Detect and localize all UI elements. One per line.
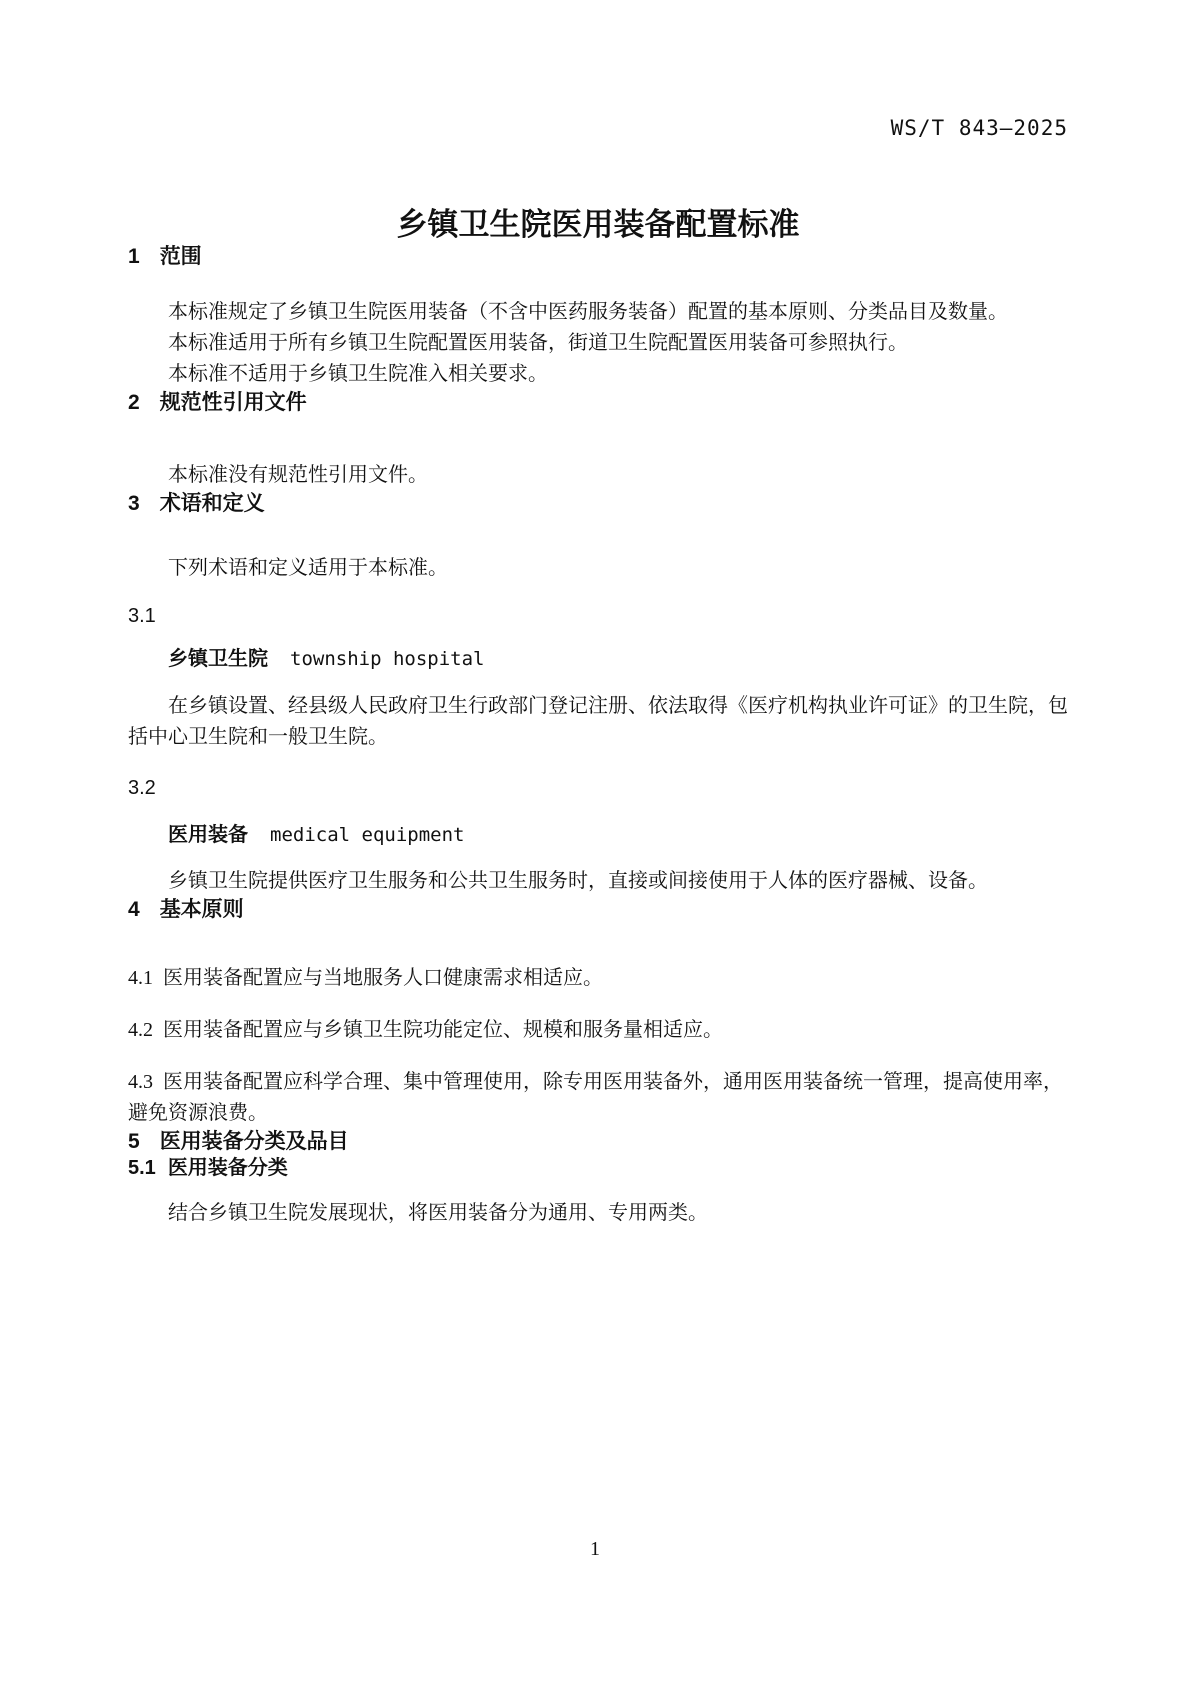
term-3-2-en: medical equipment: [270, 824, 465, 846]
clause-4-2-text: 医用装备配置应与乡镇卫生院功能定位、规模和服务量相适应。: [163, 1019, 723, 1041]
section-4-number: 4: [128, 898, 140, 921]
term-3-1-zh: 乡镇卫生院: [168, 648, 268, 670]
section-5-1-paragraph: 结合乡镇卫生院发展现状，将医用装备分为通用、专用两类。: [168, 1202, 708, 1224]
section-scope: [128, 244, 1068, 390]
doc-code: WS/T 843—2025: [890, 116, 1068, 140]
section-1-heading: [128, 244, 1068, 270]
clause-4-3-text: 医用装备配置应科学合理、集中管理使用，除专用医用装备外，通用医用装备统一管理，提高使用率，避免资源浪费。: [128, 1071, 1063, 1124]
section-1-number: 1: [128, 245, 140, 268]
scope-paragraph-2: 本标准适用于所有乡镇卫生院配置医用装备，街道卫生院配置医用装备可参照执行。: [168, 332, 908, 354]
section-2-number: 2: [128, 391, 140, 414]
term-3-1-line: [128, 646, 1068, 672]
section-5-1-number: 5.1: [128, 1157, 156, 1179]
clause-4-2-number: 4.2: [128, 1019, 153, 1041]
clause-4-1-text: 医用装备配置应与当地服务人口健康需求相适应。: [163, 967, 603, 989]
section-2-heading: [128, 390, 1068, 416]
term-3-1-definition: 在乡镇设置、经县级人民政府卫生行政部门登记注册、依法取得《医疗机构执业许可证》的卫生院，包括中心卫生院和一般卫生院。: [128, 695, 1068, 748]
section-basic-principles: [128, 897, 1068, 1129]
clause-4-3: [128, 1067, 1068, 1129]
doc-title: 乡镇卫生院医用装备配置标准: [396, 207, 800, 242]
terms-intro: 下列术语和定义适用于本标准。: [168, 557, 448, 579]
section-5-1-title: 医用装备分类: [167, 1157, 288, 1179]
term-3-1-en: township hospital: [290, 648, 485, 670]
clause-4-1: [128, 963, 1068, 994]
clause-4-2: [128, 1015, 1068, 1046]
term-3-2-zh: 医用装备: [168, 824, 248, 846]
section-2-title: 规范性引用文件: [159, 391, 307, 414]
section-3-title: 术语和定义: [159, 492, 265, 515]
page-footer: [0, 1538, 1190, 1561]
section-normative-references: [128, 390, 1068, 491]
normative-references-paragraph: 本标准没有规范性引用文件。: [168, 464, 428, 486]
clause-4-1-number: 4.1: [128, 967, 153, 989]
section-1-title: 范围: [159, 245, 202, 268]
section-4-heading: [128, 897, 1068, 923]
section-5-title: 医用装备分类及品目: [159, 1130, 349, 1153]
section-3-heading: [128, 491, 1068, 517]
section-3-number: 3: [128, 492, 140, 515]
scope-paragraph-3: 本标准不适用于乡镇卫生院准入相关要求。: [168, 363, 548, 385]
clause-4-3-number: 4.3: [128, 1071, 153, 1093]
section-5-heading: [128, 1129, 1068, 1155]
term-3-2-number: 3.2: [128, 777, 156, 799]
section-terms-definitions: [128, 491, 1068, 897]
section-5-number: 5: [128, 1130, 140, 1153]
section-equipment-classification: [128, 1129, 1068, 1229]
term-3-2-line: [128, 822, 1068, 848]
section-5-1-heading: [128, 1155, 1068, 1181]
term-3-2-definition: 乡镇卫生院提供医疗卫生服务和公共卫生服务时，直接或间接使用于人体的医疗器械、设备。: [168, 870, 988, 892]
section-4-title: 基本原则: [159, 898, 244, 921]
page-number: 1: [590, 1538, 600, 1560]
scope-paragraph-1: 本标准规定了乡镇卫生院医用装备（不含中医药服务装备）配置的基本原则、分类品目及数量。: [168, 301, 1008, 323]
term-3-1-number: 3.1: [128, 605, 156, 627]
